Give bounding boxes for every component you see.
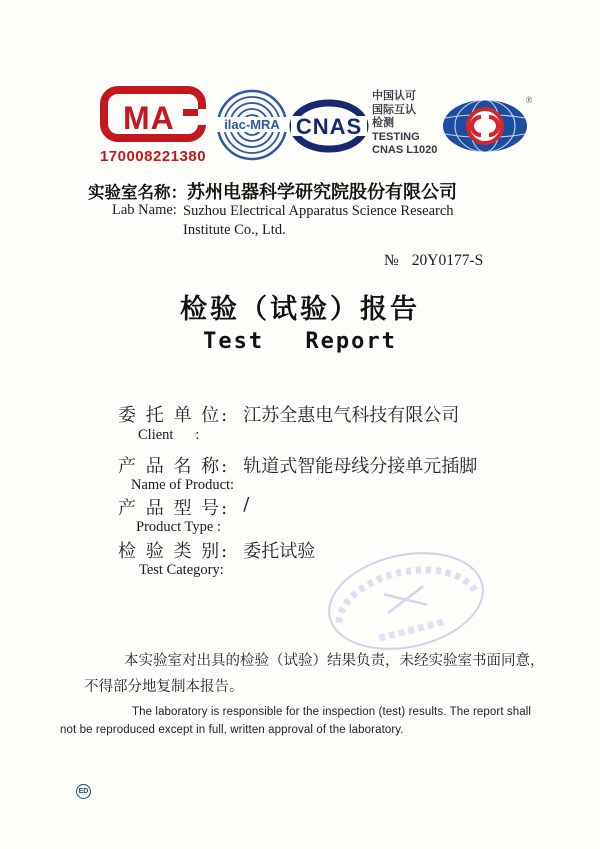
report-number [384,252,483,270]
institute-globe-logo [441,92,535,161]
field-client-label-zh: 委 托 单 位: [118,405,230,426]
cma-mark-icon [99,86,207,142]
field-test-category-label-en: Test Category: [139,562,224,578]
ilac-mra-icon [215,88,289,162]
field-product-type-zh [118,494,249,520]
cnas-accreditation-text [372,90,437,158]
report-title-en: Test Report [203,329,397,354]
lab-name-label-zh: 实验室名称： [88,184,187,202]
statement-en-line1: The laboratory is responsible for the inspection (test) results. The report shall [132,706,532,718]
statement-zh-line2: 不得部分地复制本报告。 [84,679,244,695]
cma-logo [99,86,207,165]
cma-certificate-number: 170008221380 [99,148,207,165]
lab-name-label-en: Lab Name: [112,202,177,218]
field-product-name-label-zh: 产 品 名 称: [118,456,230,477]
field-client-value: 江苏全惠电气科技有限公司 [243,405,460,426]
field-test-category-label-zh: 检 验 类 别: [118,541,230,562]
responsibility-statement-en [60,703,531,739]
field-product-name-zh [118,452,477,478]
responsibility-statement-zh [84,648,545,700]
lab-name-value-zh: 苏州电器科学研究院股份有限公司 [187,182,457,202]
statement-en-line2: not be reproduced except in full, written approval of the laboratory. [60,724,404,736]
report-number-value: 20Y0177-S [411,252,484,269]
statement-zh-line1: 本实验室对出具的检验（试验）结果负责，未经实验室书面同意， [124,653,545,669]
cert-line: 国际互认 [372,103,416,116]
field-product-type-label-zh: 产 品 型 号: [118,498,230,519]
footer-mark-letters: ED [78,788,89,795]
cnas-icon [289,99,369,153]
cma-letters: MA [123,100,175,136]
report-number-symbol: № [384,252,399,269]
cert-line: TESTING [372,130,420,143]
cert-line: CNAS L1020 [372,144,438,156]
lab-name-en-line2: Institute Co., Ltd. [183,222,286,238]
globe-emblem-icon [441,92,535,156]
field-product-type-value: / [243,494,250,515]
lab-name-value-en [183,202,454,240]
field-product-name-value: 轨道式智能母线分接单元插脚 [243,456,478,477]
cnas-logo [289,99,369,158]
field-client-label-en: Client : [138,427,200,443]
registered-trademark-symbol: ® [525,95,533,105]
field-test-category-value: 委托试验 [243,541,316,562]
field-client-zh [118,401,459,427]
ilac-mra-logo [215,88,289,167]
circled-ed-mark-icon [76,784,91,799]
report-title-zh: 检验（试验）报告 [180,294,420,324]
ilac-mra-label: ilac-MRA [224,117,280,132]
field-product-name-label-en: Name of Product: [131,477,235,493]
cert-line: 检测 [372,117,394,129]
lab-name-en-line1: Suzhou Electrical Apparatus Science Research [183,203,454,219]
field-product-type-label-en: Product Type : [136,519,221,535]
field-test-category-zh [118,537,315,563]
cert-line: 中国认可 [372,90,416,102]
inspection-seal-stamp [320,546,492,656]
cnas-label: CNAS [295,114,363,139]
lab-name-row-zh [88,178,457,204]
